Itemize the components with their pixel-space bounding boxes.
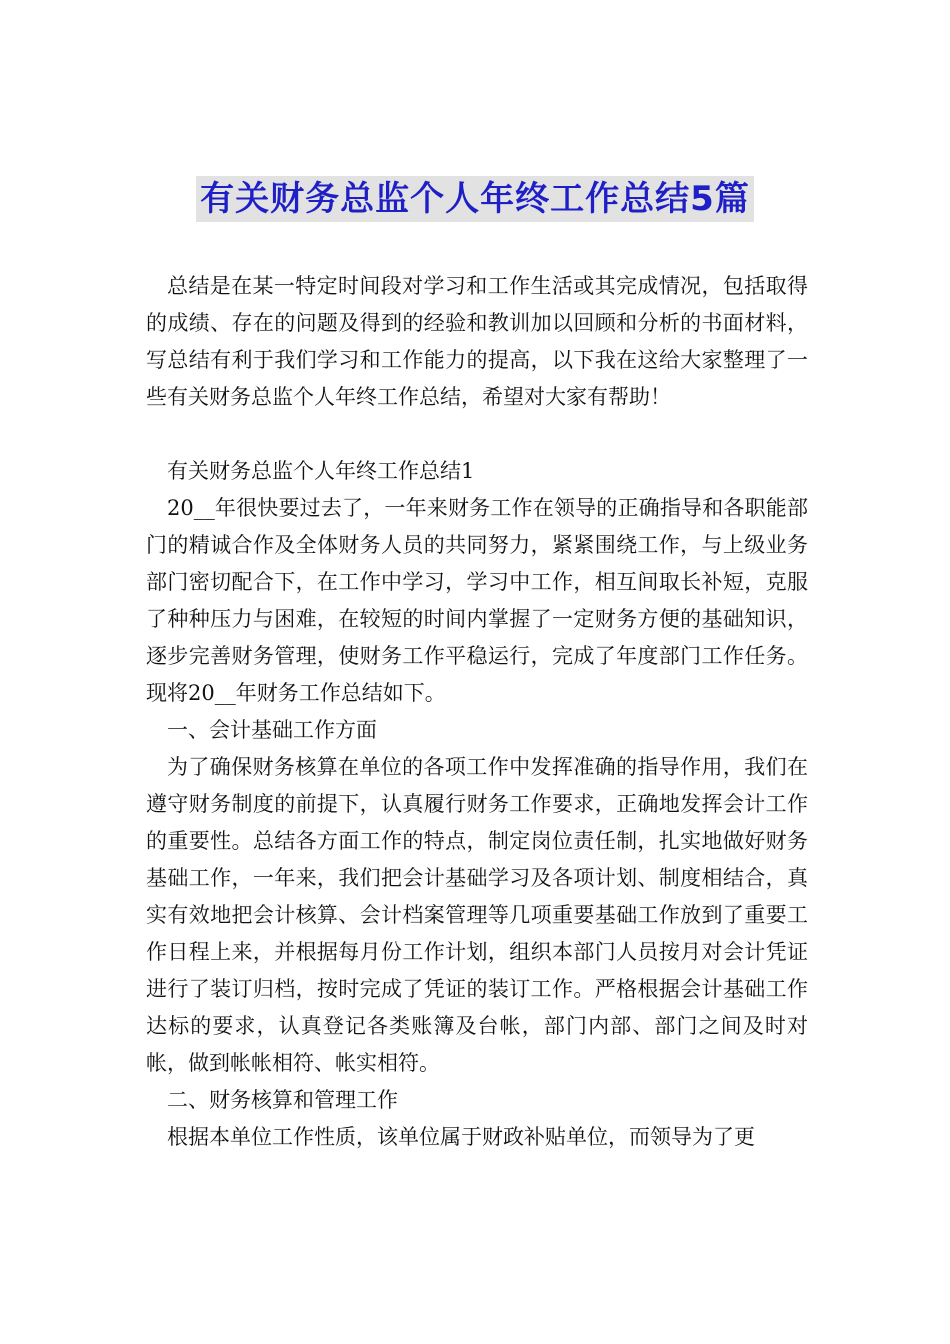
document-body — [146, 268, 808, 1156]
intro-paragraph: 总结是在某一特定时间段对学习和工作生活或其完成情况，包括取得的成绩、存在的问题及得到的经验和教训加以回顾和分析的书面材料，写总结有利于我们学习和工作能力的提高，以下我在这给大家整理了一些有关财务总监个人年终工作总结，希望对大家有帮助！ — [146, 274, 808, 409]
section-1-paragraph-3: 根据本单位工作性质，该单位属于财政补贴单位，而领导为了更 — [167, 1125, 755, 1149]
section-1-title: 有关财务总监个人年终工作总结1 — [167, 459, 475, 483]
section-1-paragraph-1: 20__年很快要过去了，一年来财务工作在领导的正确指导和各职能部门的精诚合作及全体财务人员的共同努力，紧紧围绕工作，与上级业务部门密切配合下，在工作中学习，学习中工作，相互间取长补短，克服了种种压力与困难，在较短的时间内掌握了一定财务方便的基础知识，逐步完善财务管理，使财务工作平稳运行，完成了年度部门工作任务。现将20__年财务工作总结如下。 — [146, 496, 808, 705]
paragraph-gap — [146, 416, 808, 453]
title-container — [0, 176, 950, 222]
heading-accounting-basics: 一、会计基础工作方面 — [167, 718, 377, 742]
document-title: 有关财务总监个人年终工作总结5篇 — [196, 176, 754, 222]
heading-finance-management: 二、财务核算和管理工作 — [167, 1088, 398, 1112]
section-1-paragraph-2: 为了确保财务核算在单位的各项工作中发挥准确的指导作用，我们在遵守财务制度的前提下，认真履行财务工作要求，正确地发挥会计工作的重要性。总结各方面工作的特点，制定岗位责任制，扎实地做好财务基础工作，一年来，我们把会计基础学习及各项计划、制度相结合，真实有效地把会计核算、会计档案管理等几项重要基础工作放到了重要工作日程上来，并根据每月份工作计划，组织本部门人员按月对会计凭证进行了装订归档，按时完成了凭证的装订工作。严格根据会计基础工作达标的要求，认真登记各类账簿及台帐，部门内部、部门之间及时对帐，做到帐帐相符、帐实相符。 — [146, 755, 808, 1075]
